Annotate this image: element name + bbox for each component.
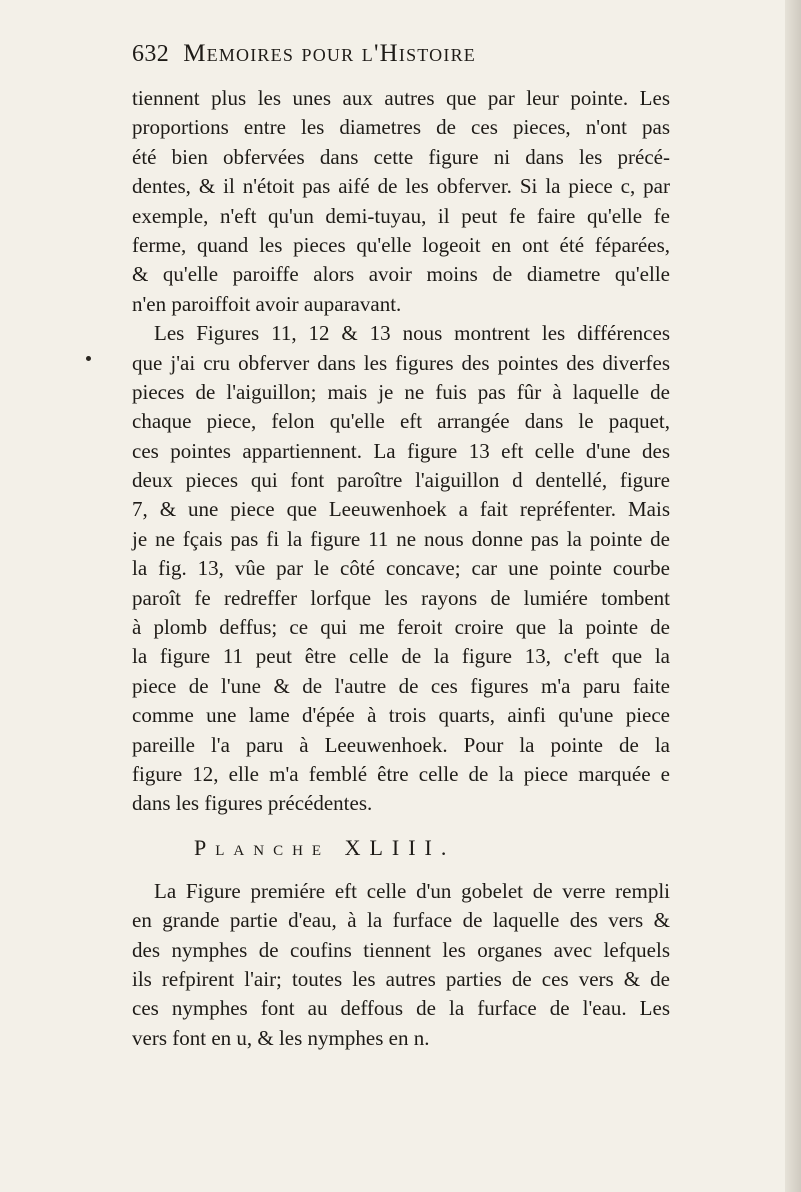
text-line: chaque piece, felon qu'elle eft arrangée dans le paquet, [132, 409, 670, 434]
text-line: proportions entre les diametres de ces pieces, n'ont pas [132, 115, 670, 140]
text-line: ils refpirent l'air; toutes les autres parties de ces vers & de [132, 966, 670, 991]
section-heading-row [132, 819, 670, 877]
text-line: que j'ai cru obferver dans les figures des pointes des diverfes [132, 350, 670, 375]
text-line: exemple, n'eft qu'un demi-tuyau, il peut fe faire qu'elle fe [132, 203, 670, 228]
book-page [132, 40, 670, 1053]
page-edge [785, 0, 801, 1192]
text-line: je ne fçais pas fi la figure 11 ne nous donne pas la pointe de [132, 526, 670, 551]
text-line: comme une lame d'épée à trois quarts, ainfi qu'une piece [132, 703, 670, 728]
running-head [132, 40, 670, 84]
text-block [132, 84, 670, 1053]
text-line: paroît fe redreffer lorfque les rayons de lumiére tombent [132, 585, 670, 610]
text-line: dans les figures précédentes. [132, 791, 373, 816]
text-line: la fig. 13, vûe par le côté concave; car une pointe courbe [132, 556, 670, 581]
text-line: des nymphes de coufins tiennent les organes avec lefquels [132, 937, 670, 962]
text-line: la figure 11 peut être celle de la figure 13, c'eft que la [132, 644, 670, 669]
text-line: Les Figures 11, 12 & 13 nous montrent les différences [154, 321, 670, 346]
text-line: 7, & une piece que Leeuwenhoek a fait repréfenter. Mais [132, 497, 670, 522]
text-line: à plomb deffus; ce qui me feroit croire que la pointe de [132, 615, 670, 640]
text-line: pareille l'a paru à Leeuwenhoek. Pour la pointe de la [132, 732, 670, 757]
text-line: dentes, & il n'étoit pas aifé de les obferver. Si la piece c, par [132, 174, 670, 199]
text-line: & qu'elle paroiffe alors avoir moins de diametre qu'elle [132, 262, 670, 287]
text-line: La Figure premiére eft celle d'un gobelet de verre rempli [154, 878, 670, 903]
text-line: piece de l'une & de l'autre de ces figures m'a paru faite [132, 673, 670, 698]
text-line: pieces de l'aiguillon; mais je ne fuis pas fûr à laquelle de [132, 379, 670, 404]
text-line: ferme, quand les pieces qu'elle logeoit en ont été féparées, [132, 232, 670, 257]
text-line: vers font en u, & les nymphes en n. [132, 1025, 430, 1050]
text-line: ces pointes appartiennent. La figure 13 eft celle d'une des [132, 438, 670, 463]
text-line: en grande partie d'eau, à la furface de laquelle des vers & [132, 908, 670, 933]
paragraph-2 [132, 319, 670, 819]
text-line: ces nymphes font au deffous de la furface de l'eau. Les [132, 996, 670, 1021]
text-line: deux pieces qui font paroître l'aiguillon d dentellé, figure [132, 468, 670, 493]
section-heading: Planche XLIII. [194, 835, 456, 861]
text-line: tiennent plus les unes aux autres que par leur pointe. Les [132, 86, 670, 110]
page-number: 632 [132, 41, 170, 67]
text-line: figure 12, elle m'a femblé être celle de la piece marquée e [132, 761, 670, 786]
margin-dot [86, 356, 91, 361]
paragraph-1 [132, 84, 670, 319]
paragraph-3 [132, 877, 670, 1053]
text-line: été bien obfervées dans cette figure ni dans les précé- [132, 144, 670, 169]
text-line: n'en paroiffoit avoir auparavant. [132, 291, 402, 316]
running-title: Memoires pour l'Histoire [183, 40, 476, 67]
